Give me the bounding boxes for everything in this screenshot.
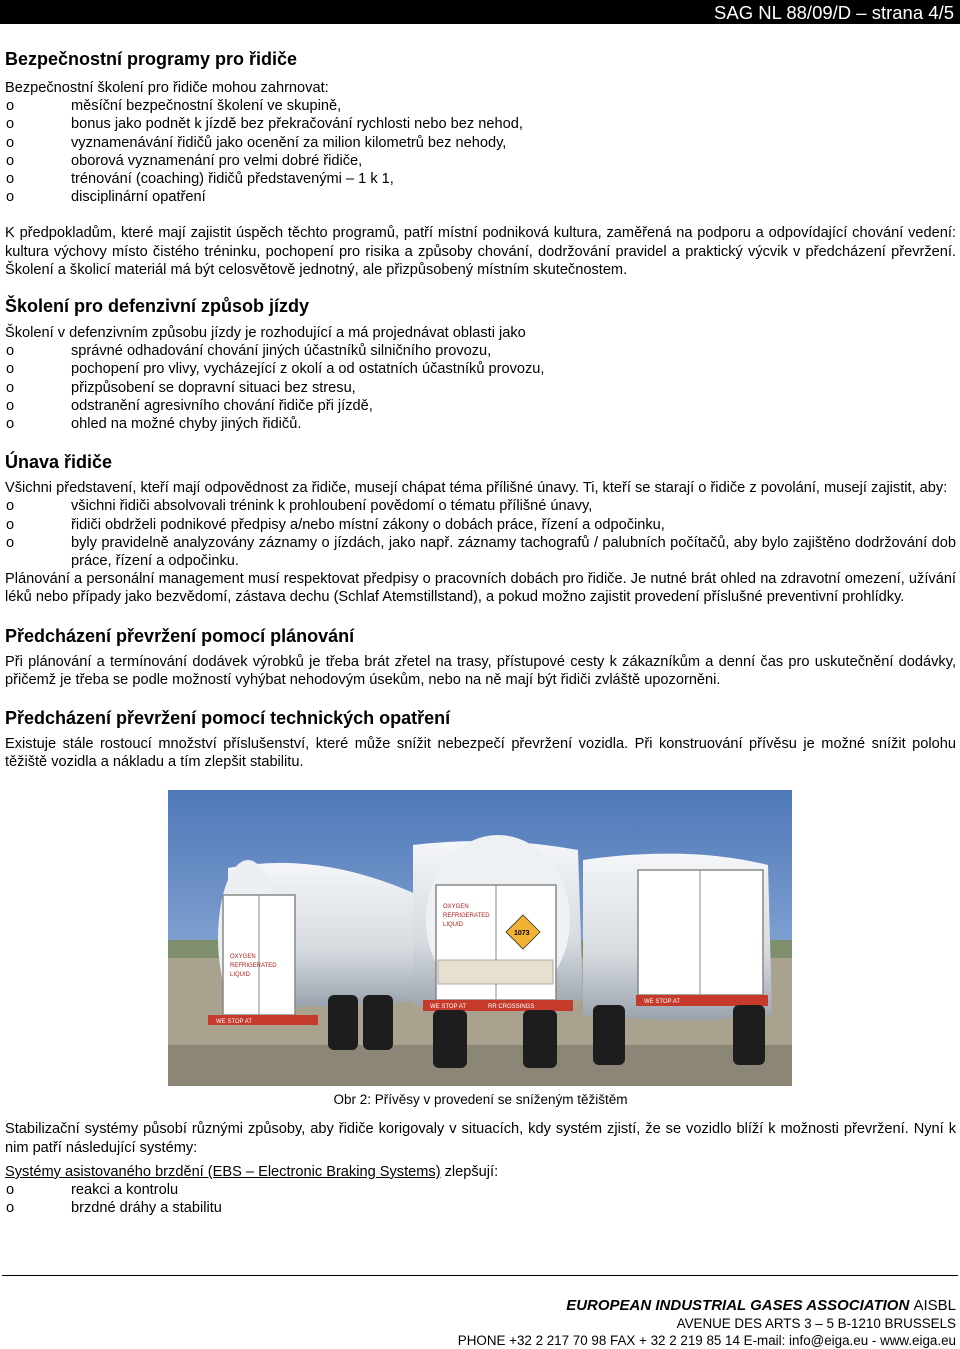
wheel	[593, 1005, 625, 1065]
trailers-illustration	[168, 790, 792, 1086]
bullet-marker: o	[6, 188, 14, 206]
trailer-label-refrigerated: REFRIGERATED	[230, 963, 277, 969]
list-item: o trénování (coaching) řidičů představenými – 1 k 1,	[5, 170, 956, 188]
section-title-technical-measures: Předcházení převržení pomocí technických opatření	[5, 706, 956, 730]
bullet-marker: o	[6, 516, 14, 534]
list-item: o odstranění agresivního chování řidiče při jízdě,	[5, 397, 956, 415]
bullet-marker: o	[6, 534, 14, 552]
footer-divider	[2, 1275, 958, 1276]
section-title-driver-safety-programs: Bezpečnostní programy pro řidiče	[5, 47, 956, 71]
trailers-photo	[168, 790, 792, 1086]
wheel	[363, 995, 393, 1050]
list-item: o měsíční bezpečnostní školení ve skupině,	[5, 97, 956, 115]
trailer-label-oxygen: OXYGEN	[443, 904, 469, 910]
list-item: o vyznamenávání řidičů jako ocenění za milion kilometrů bez nehody,	[5, 134, 956, 152]
page-header-bar	[0, 0, 960, 24]
ebs-link[interactable]: Systémy asistovaného brzdění (EBS – Electronic Braking Systems)	[5, 1164, 441, 1180]
list-item: o oborová vyznamenání pro velmi dobré řidiče,	[5, 152, 956, 170]
wheel	[328, 995, 358, 1050]
wheel	[433, 1010, 467, 1068]
section-intro: Školení v defenzivním způsobu jízdy je rozhodující a má projednávat oblasti jako	[5, 324, 956, 342]
org-name: EUROPEAN INDUSTRIAL GASES ASSOCIATION	[566, 1297, 909, 1314]
page-footer	[458, 1296, 956, 1349]
list-item: o brzdné dráhy a stabilitu	[5, 1199, 956, 1217]
body-paragraph: K předpokladům, které mají zajistit úspěch těchto programů, patří místní podniková kultura, zaměřená na podporu a odpovídající chování vedení: kultura výchovy místo čistého tréninku, pochopení pro risika a způsoby chování, dodržování pravidel a praktický výcvik v předcházení převržení. Školení a školicí materiál má být celosvětově jednotný, ale přizpůsobený místním skutečnostem.	[5, 224, 956, 279]
section-title-defensive-driving: Školení pro defenzivní způsob jízdy	[5, 294, 956, 318]
bullet-marker: o	[6, 115, 14, 133]
pavement	[168, 1045, 792, 1086]
list-item: o ohled na možné chyby jiných řidičů.	[5, 415, 956, 433]
list-item: o řidiči obdrželi podnikové předpisy a/nebo místní zákony o dobách práce, řízení a odpočinku,	[5, 516, 956, 534]
page-header-text: SAG NL 88/09/D – strana 4/5	[714, 1, 954, 25]
footer-contact: PHONE +32 2 217 70 98 FAX + 32 2 219 85 14 E-mail: info@eiga.eu - www.eiga.eu	[458, 1333, 956, 1349]
list-item: o pochopení pro vlivy, vycházející z okolí a od ostatních účastníků provozu,	[5, 360, 956, 378]
bullet-marker: o	[6, 415, 14, 433]
section-intro: Všichni představení, kteří mají odpovědnost za řidiče, musejí chápat téma přílišné únavy. Ti, kteří se starají o řidiče z povolání, musejí zajistit, aby:	[5, 479, 956, 497]
bullet-marker: o	[6, 134, 14, 152]
body-paragraph: Plánování a personální management musí respektovat předpisy o pracovních dobách pro řidiče. Je nutné brát ohled na zdravotní omezení, užívání léků nebo případy jako bezvědomí, zástava dechu (Schlaf Atemstillstand), a pokud možno zajistit provedení příslušné preventivní prohlídky.	[5, 570, 956, 606]
list-item: o disciplinární opatření	[5, 188, 956, 206]
footer-address: AVENUE DES ARTS 3 – 5 B-1210 BRUSSELS	[458, 1316, 956, 1333]
bumper-label-crossings: RR CROSSINGS	[488, 1004, 534, 1010]
list-item: o všichni řidiči absolvovali trénink k prohloubení povědomí o tématu přílišné únavy,	[5, 497, 956, 515]
bullet-marker: o	[6, 342, 14, 360]
body-paragraph: Při plánování a termínování dodávek výrobků je třeba brát zřetel na trasy, přístupové cesty k zákazníkům a denní čas pro uskutečnění dodávky, přičemž je třeba se podle možností vyhýbat nehodovým úsekům, nebo na ně mají být řidiči zvláště upozorněni.	[5, 653, 956, 689]
bumper-label: WE STOP AT	[216, 1019, 252, 1025]
bullet-marker: o	[6, 1181, 14, 1199]
list-item: o reakci a kontrolu	[5, 1181, 956, 1199]
trailer-label-oxygen: OXYGEN	[230, 954, 256, 960]
trailer-label-liquid: LIQUID	[230, 972, 251, 978]
body-paragraph: Existuje stále rostoucí množství příslušenství, které může snížit nebezpečí převržení vozidla. Při konstruování přívěsu je možné snížit polohu těžiště vozidla a nákladu a tím zlepšit stabilitu.	[5, 735, 956, 771]
rear-grille	[438, 960, 553, 984]
placard-number: 1073	[514, 930, 530, 937]
bullet-marker: o	[6, 170, 14, 188]
footer-organization	[458, 1296, 956, 1316]
bullet-list	[5, 342, 956, 433]
bullet-marker: o	[6, 497, 14, 515]
trailer-label-refrigerated: REFRIGERATED	[443, 913, 490, 919]
list-item: o bonus jako podnět k jízdě bez překračování rychlosti nebo bez nehod,	[5, 115, 956, 133]
document-body	[5, 47, 956, 1218]
list-item: o přizpůsobení se dopravní situaci bez stresu,	[5, 379, 956, 397]
section-title-driver-fatigue: Únava řidiče	[5, 450, 956, 474]
bullet-marker: o	[6, 1199, 14, 1217]
bullet-list	[5, 1181, 956, 1217]
bullet-list	[5, 97, 956, 206]
wheel	[523, 1010, 557, 1068]
bullet-marker: o	[6, 97, 14, 115]
bullet-marker: o	[6, 360, 14, 378]
bumper-label: WE STOP AT	[644, 999, 680, 1005]
trailer-label-liquid: LIQUID	[443, 922, 464, 928]
section-intro: Bezpečnostní školení pro řidiče mohou zahrnovat:	[5, 79, 956, 97]
body-paragraph: Stabilizační systémy působí různými způsoby, aby řidiče korigovaly v situacích, kdy systém zjistí, že se vozidlo blíží k možnosti převržení. Nyní k nim patří následující systémy:	[5, 1120, 956, 1156]
left-tanker	[208, 860, 423, 1050]
ebs-suffix: zlepšují:	[441, 1164, 499, 1180]
bullet-marker: o	[6, 379, 14, 397]
bullet-marker: o	[6, 152, 14, 170]
ebs-line	[5, 1163, 956, 1181]
bullet-list	[5, 497, 956, 570]
bullet-marker: o	[6, 397, 14, 415]
section-title-planning: Předcházení převržení pomocí plánování	[5, 624, 956, 648]
list-item: o správné odhadování chování jiných účastníků silničního provozu,	[5, 342, 956, 360]
bumper-label-stop: WE STOP AT	[430, 1004, 466, 1010]
org-suffix: AISBL	[913, 1297, 956, 1314]
figure-caption: Obr 2: Přívěsy v provedení se sníženým těžištěm	[5, 1091, 956, 1108]
list-item: o byly pravidelně analyzovány záznamy o jízdách, jako např. záznamy tachografů / palubních počítačů, aby bylo zajištěno dodržování dob práce, řízení a odpočinku.	[5, 534, 956, 570]
wheel	[733, 1005, 765, 1065]
